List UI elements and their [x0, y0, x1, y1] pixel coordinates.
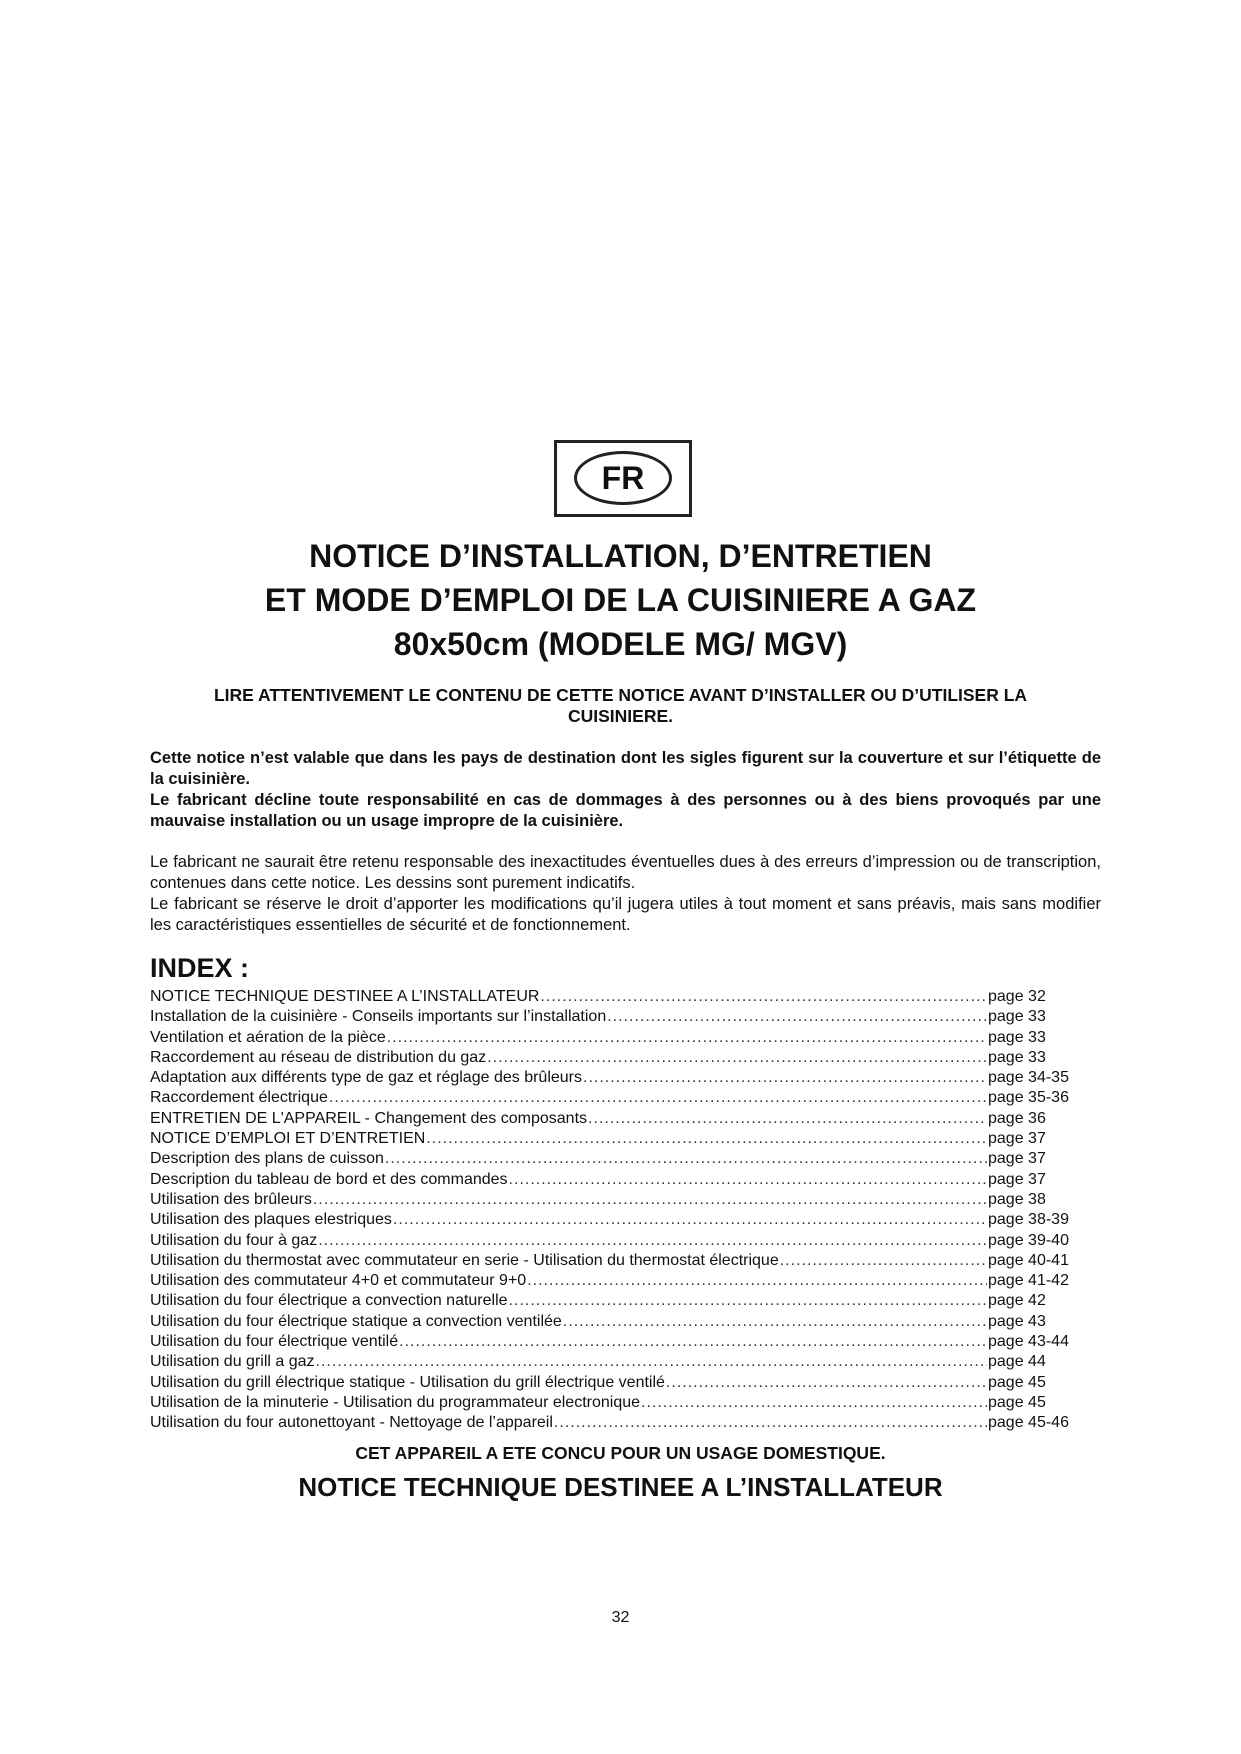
index-entry-leader-dots: [393, 1210, 987, 1230]
index-entry-leader-dots: [509, 1291, 987, 1311]
index-entry: [150, 1088, 1080, 1108]
domestic-use-note: CET APPAREIL A ETE CONCU POUR UN USAGE DOMESTIQUE.: [355, 1443, 886, 1463]
country-code-oval: FR: [574, 451, 672, 505]
index-entry-page: page 39-40: [988, 1231, 1069, 1249]
index-entry-page: page 33: [988, 1008, 1046, 1026]
index-entry: [150, 1393, 1080, 1413]
index-entry-page: page 38: [988, 1190, 1046, 1208]
index-entry-label: Adaptation aux différents type de gaz et réglage des brûleurs: [150, 1069, 582, 1087]
index-entry-label: NOTICE TECHNIQUE DESTINEE A L’INSTALLATEUR: [150, 988, 540, 1005]
index-entry-page: page 40-41: [988, 1251, 1069, 1269]
index-entry-leader-dots: [588, 1109, 987, 1129]
index-entry-leader-dots: [487, 1048, 987, 1068]
index-title: INDEX :: [150, 953, 250, 983]
index-entry-label: Installation de la cuisinière - Conseils importants sur l’installation: [150, 1008, 607, 1026]
index-entry-leader-dots: [527, 1271, 987, 1291]
index-entry-page: page 35-36: [988, 1089, 1069, 1107]
index-entry-page: page 37: [988, 1150, 1046, 1168]
index-entry: [150, 1312, 1080, 1332]
index-entry-page: page 42: [988, 1292, 1046, 1310]
index-entry-page: page 34-35: [988, 1069, 1069, 1087]
index-entry-leader-dots: [329, 1088, 987, 1108]
index-entry: [150, 1291, 1080, 1311]
index-entry: [150, 1028, 1080, 1048]
index-entry: [150, 1007, 1080, 1027]
index-entry-label: Utilisation du four autonettoyant - Nettoyage de l’appareil: [150, 1414, 553, 1432]
index-list: [150, 987, 1080, 1434]
index-entry-label: Description du tableau de bord et des commandes: [150, 1170, 508, 1188]
index-entry-page: page 36: [988, 1109, 1046, 1127]
index-entry-leader-dots: [318, 1231, 987, 1251]
index-entry: [150, 1413, 1080, 1433]
index-entry-label: Utilisation de la minuterie - Utilisation du programmateur electronique: [150, 1393, 641, 1411]
index-entry-label: Raccordement électrique: [150, 1089, 328, 1107]
index-entry: [150, 1210, 1080, 1230]
index-entry-label: Utilisation des plaques elestriques: [150, 1211, 392, 1229]
index-entry-leader-dots: [399, 1332, 987, 1352]
index-entry-page: page 33: [988, 1028, 1046, 1046]
index-entry-page: page 45: [988, 1373, 1046, 1391]
index-entry-page: page 44: [988, 1353, 1046, 1371]
index-entry: [150, 1190, 1080, 1210]
index-entry-page: page 43: [988, 1312, 1046, 1330]
index-entry-leader-dots: [583, 1068, 987, 1088]
index-entry: [150, 1373, 1080, 1393]
index-entry-label: Utilisation du four électrique statique a convection ventilée: [150, 1312, 562, 1330]
index-entry-label: Utilisation du four à gaz: [150, 1231, 318, 1249]
index-entry-leader-dots: [607, 1007, 987, 1027]
section-heading: NOTICE TECHNIQUE DESTINEE A L’INSTALLATEUR: [298, 1472, 943, 1502]
validity-and-liability-notice: [150, 748, 1101, 832]
index-entry-page: page 43-44: [988, 1333, 1069, 1351]
index-entry: [150, 1068, 1080, 1088]
index-entry-label: Utilisation du thermostat avec commutateur en serie - Utilisation du thermostat électrique: [150, 1251, 779, 1269]
index-entry: [150, 1251, 1080, 1271]
index-entry-page: page 32: [988, 988, 1046, 1005]
country-badge: [554, 440, 692, 517]
index-entry: [150, 1170, 1080, 1190]
index-entry: [150, 1332, 1080, 1352]
index-entry-page: page 33: [988, 1048, 1046, 1066]
index-entry: [150, 987, 1080, 1007]
document-title-line-3: 80x50cm (MODELE MG/ MGV): [393, 626, 848, 662]
index-entry-leader-dots: [540, 987, 987, 1007]
index-entry-page: page 37: [988, 1170, 1046, 1188]
liability-notice: Le fabricant décline toute responsabilité en cas de dommages à des personnes ou à des biens provoqués par une mauvaise installation ou un usage impropre de la cuisinière.: [150, 791, 1101, 830]
index-entry-leader-dots: [385, 1149, 987, 1169]
manufacturer-disclaimer: [150, 852, 1101, 936]
index-entry-label: Description des plans de cuisson: [150, 1150, 384, 1168]
index-entry-label: Utilisation du four électrique a convection naturelle: [150, 1292, 508, 1310]
index-entry-label: Utilisation du four électrique ventilé: [150, 1333, 399, 1351]
document-title-line-2: ET MODE D’EMPLOI DE LA CUISINIERE A GAZ: [264, 582, 977, 618]
document-title-line-1: NOTICE D’INSTALLATION, D’ENTRETIEN: [309, 538, 932, 574]
modifications-disclaimer: Le fabricant se réserve le droit d’apporter les modifications qu’il jugera utiles à tout moment et sans préavis, mais sans modifier les caractéristiques essentielles de sécurité et de fonctionnement.: [150, 895, 1101, 934]
read-carefully-warning-line-1: LIRE ATTENTIVEMENT LE CONTENU DE CETTE NOTICE AVANT D’INSTALLER OU D’UTILISER LA: [213, 685, 1028, 705]
index-entry-label: Utilisation des commutateur 4+0 et commutateur 9+0: [150, 1272, 527, 1290]
index-entry: [150, 1048, 1080, 1068]
index-entry-leader-dots: [563, 1312, 987, 1332]
index-entry-leader-dots: [780, 1251, 987, 1271]
index-entry-page: page 41-42: [988, 1272, 1069, 1290]
index-entry: [150, 1352, 1080, 1372]
index-entry-label: Utilisation du grill électrique statique - Utilisation du grill électrique ventilé: [150, 1373, 665, 1391]
index-entry: [150, 1129, 1080, 1149]
index-entry: [150, 1231, 1080, 1251]
index-entry: [150, 1109, 1080, 1129]
index-entry-leader-dots: [509, 1170, 987, 1190]
index-entry-label: ENTRETIEN DE L'APPAREIL - Changement des composants: [150, 1109, 588, 1127]
index-entry-leader-dots: [666, 1373, 987, 1393]
index-entry-leader-dots: [316, 1352, 987, 1372]
index-entry-leader-dots: [641, 1393, 987, 1413]
read-carefully-warning-line-2: CUISINIERE.: [567, 706, 674, 726]
index-entry-label: Utilisation du grill a gaz: [150, 1353, 315, 1371]
index-entry-label: Raccordement au réseau de distribution du gaz: [150, 1048, 487, 1066]
index-entry-page: page 45: [988, 1393, 1046, 1411]
index-entry-label: NOTICE D’EMPLOI ET D’ENTRETIEN: [150, 1130, 426, 1148]
page-number: 32: [611, 1609, 630, 1626]
index-entry-page: page 37: [988, 1130, 1046, 1148]
printing-errors-disclaimer: Le fabricant ne saurait être retenu responsable des inexactitudes éventuelles dues à des erreurs d’impression ou de transcription, contenues dans cette notice. Les dessins sont purement indicatifs.: [150, 853, 1101, 892]
index-entry: [150, 1271, 1080, 1291]
validity-notice: Cette notice n’est valable que dans les pays de destination dont les sigles figurent sur la couverture et sur l’étiquette de la cuisinière.: [150, 749, 1101, 788]
index-entry-label: Ventilation et aération de la pièce: [150, 1028, 386, 1046]
index-entry-label: Utilisation des brûleurs: [150, 1190, 312, 1208]
index-entry-leader-dots: [387, 1028, 987, 1048]
index-entry-page: page 45-46: [988, 1414, 1069, 1432]
index-entry-leader-dots: [313, 1190, 987, 1210]
index-entry: [150, 1149, 1080, 1169]
index-entry-leader-dots: [554, 1413, 987, 1433]
index-entry-page: page 38-39: [988, 1211, 1069, 1229]
index-entry-leader-dots: [426, 1129, 987, 1149]
